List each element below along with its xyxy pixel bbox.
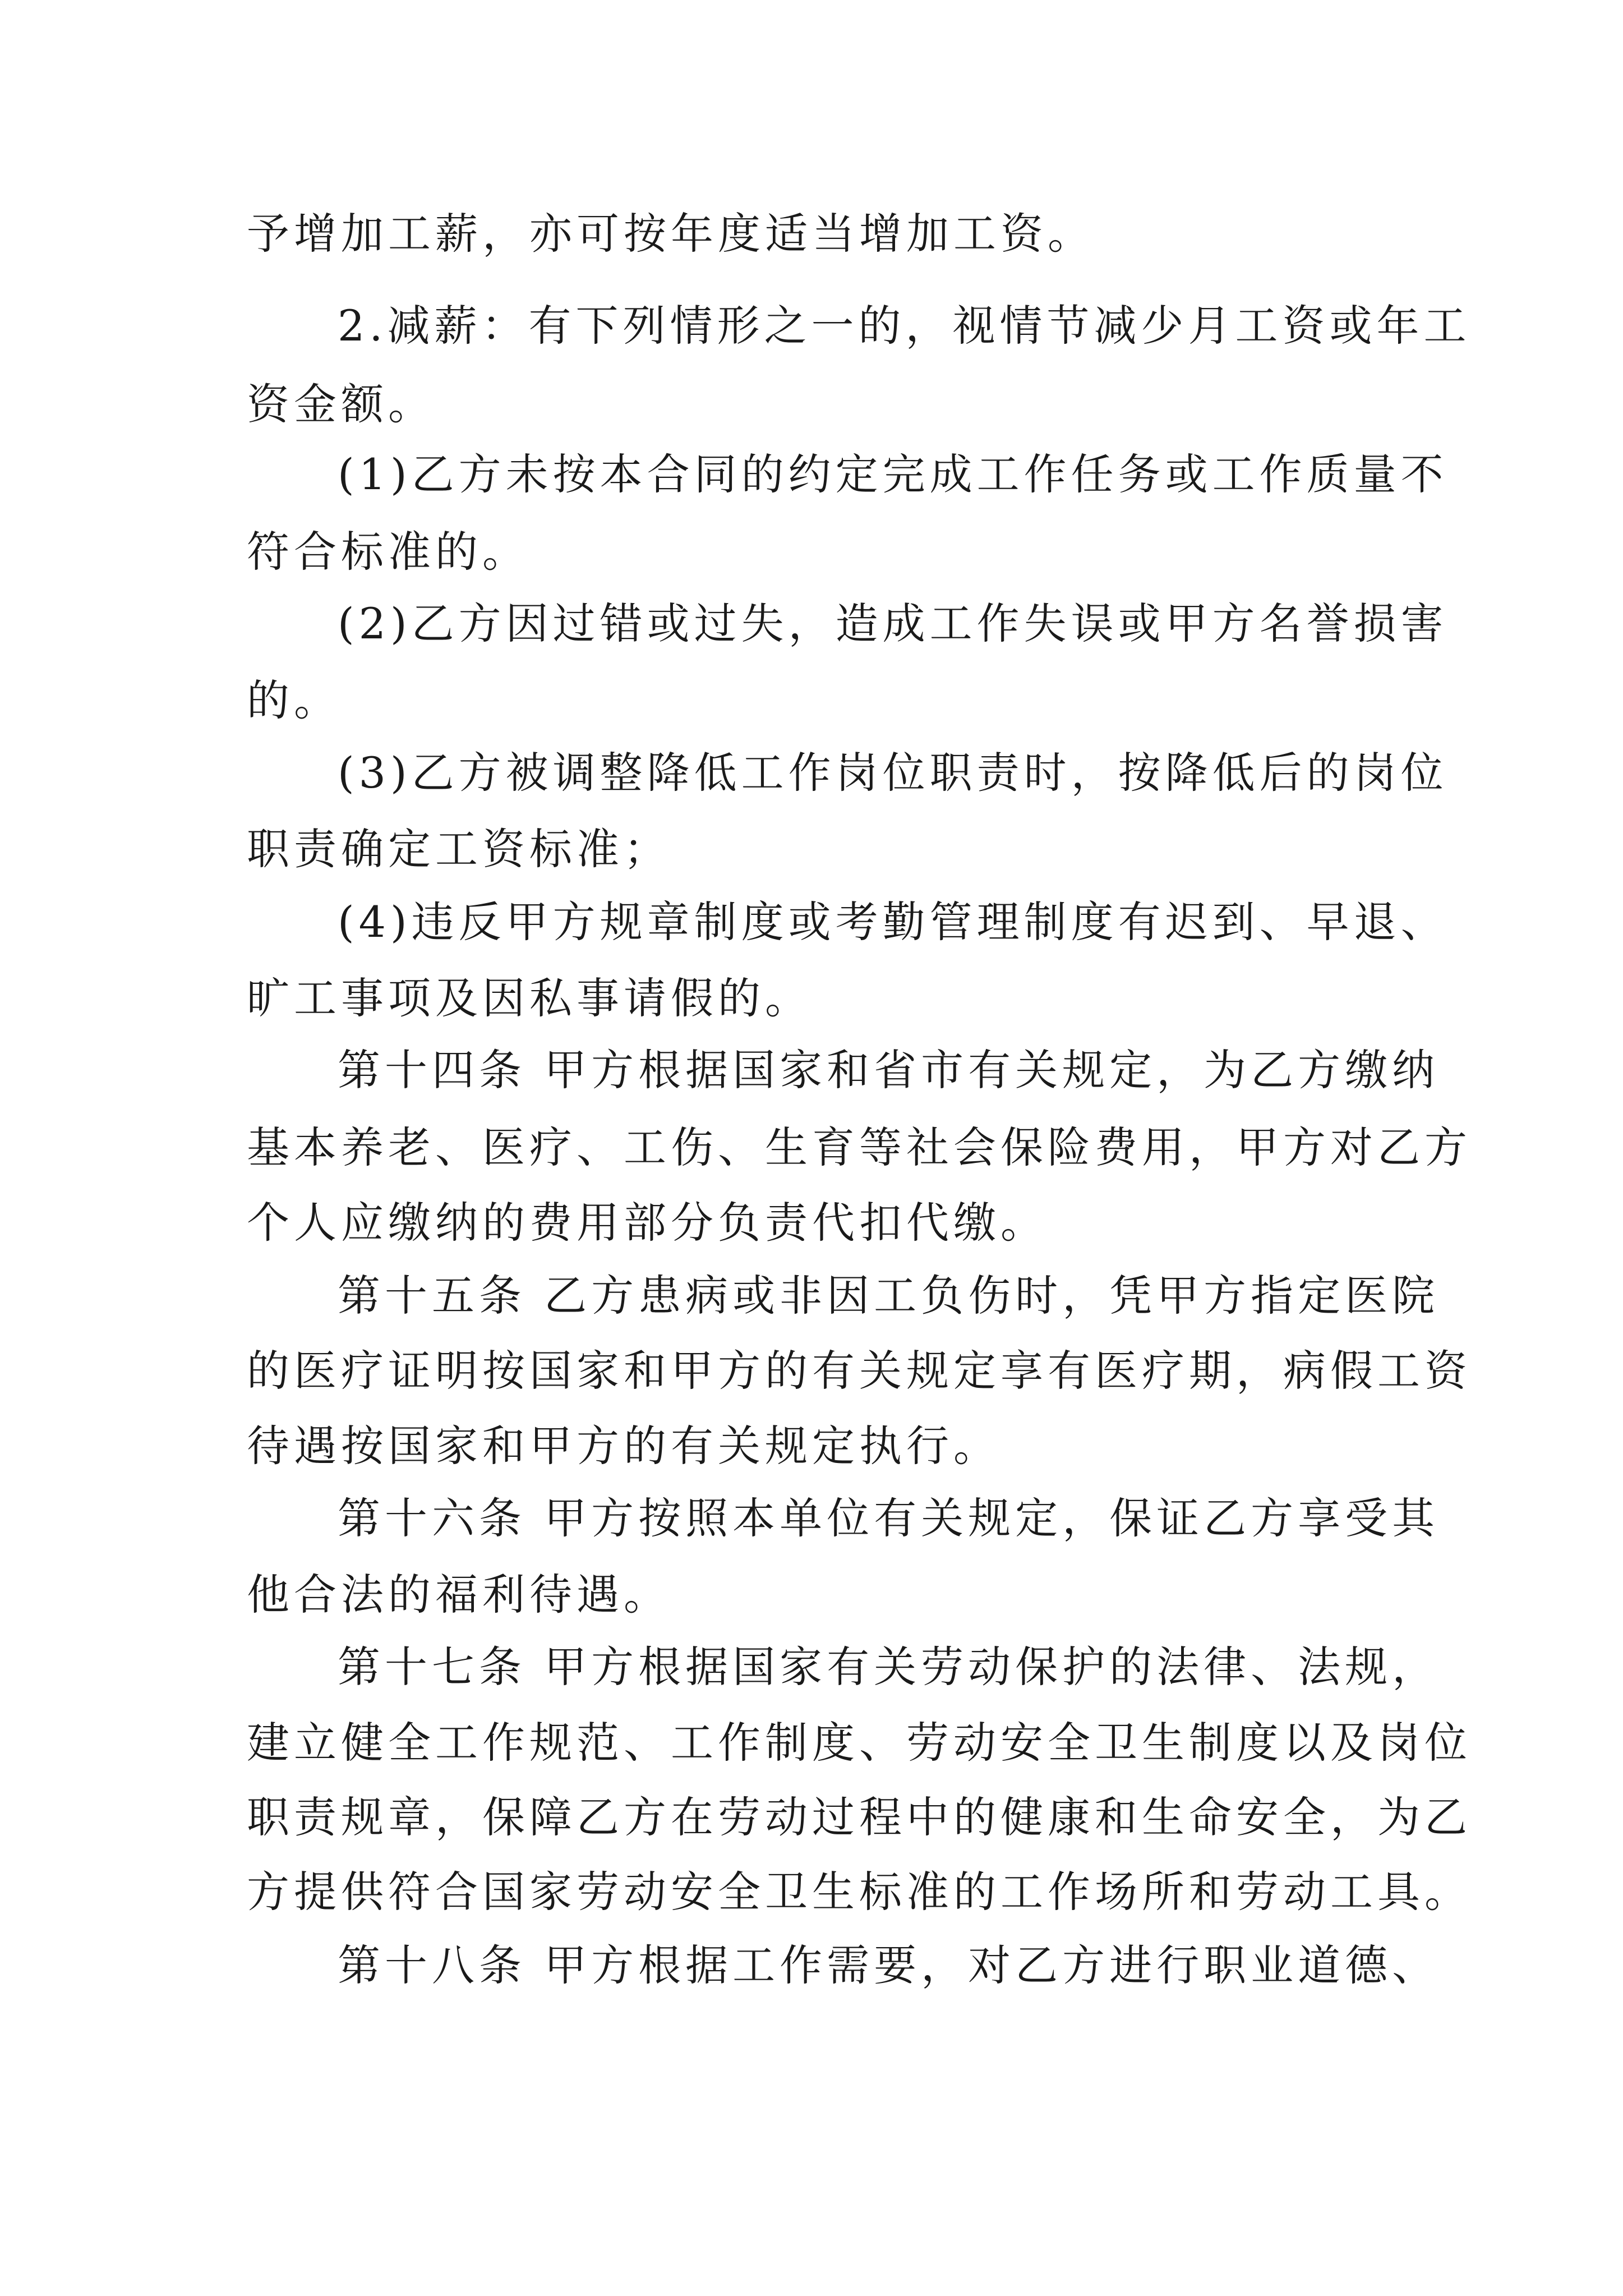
text-line: 的医疗证明按国家和甲方的有关规定享有医疗期，病假工资: [247, 1346, 1472, 1396]
text-line: 职责确定工资标准；: [247, 824, 671, 874]
text-line: 第十四条 甲方根据国家和省市有关规定，为乙方缴纳: [338, 1045, 1440, 1095]
text-line: 方提供符合国家劳动安全卫生标准的工作场所和劳动工具。: [247, 1867, 1472, 1917]
text-line: 予增加工薪，亦可按年度适当增加工资。: [247, 209, 1095, 259]
text-line: 旷工事项及因私事请假的。: [247, 973, 812, 1023]
text-line: 第十六条 甲方按照本单位有关规定，保证乙方享受其: [338, 1493, 1440, 1543]
text-line: 待遇按国家和甲方的有关规定执行。: [247, 1421, 1000, 1471]
text-line: 2.减薪：有下列情形之一的，视情节减少月工资或年工: [338, 301, 1471, 351]
text-line: 他合法的福利待遇。: [247, 1570, 671, 1619]
text-line: 基本养老、医疗、工伤、生育等社会保险费用，甲方对乙方: [247, 1122, 1472, 1172]
text-line: 个人应缴纳的费用部分负责代扣代缴。: [247, 1198, 1048, 1248]
text-line: 建立健全工作规范、工作制度、劳动安全卫生制度以及岗位: [247, 1718, 1472, 1768]
text-line: 第十七条 甲方根据国家有关劳动保护的法律、法规，: [338, 1642, 1440, 1692]
text-line: 的。: [247, 675, 341, 725]
text-line: (2)乙方因过错或过失，造成工作失误或甲方名誉损害: [338, 599, 1448, 648]
text-line: 职责规章，保障乙方在劳动过程中的健康和生命安全，为乙: [247, 1792, 1472, 1842]
text-line: 符合标准的。: [247, 527, 529, 577]
text-line: (3)乙方被调整降低工作岗位职责时，按降低后的岗位: [338, 748, 1448, 798]
text-line: 资金额。: [247, 379, 435, 429]
text-line: 第十五条 乙方患病或非因工负伤时，凭甲方指定医院: [338, 1271, 1440, 1320]
text-line: 第十八条 甲方根据工作需要，对乙方进行职业道德、: [338, 1940, 1440, 1990]
text-line: (1)乙方未按本合同的约定完成工作任务或工作质量不: [338, 449, 1448, 499]
text-line: (4)违反甲方规章制度或考勤管理制度有迟到、早退、: [338, 897, 1448, 947]
